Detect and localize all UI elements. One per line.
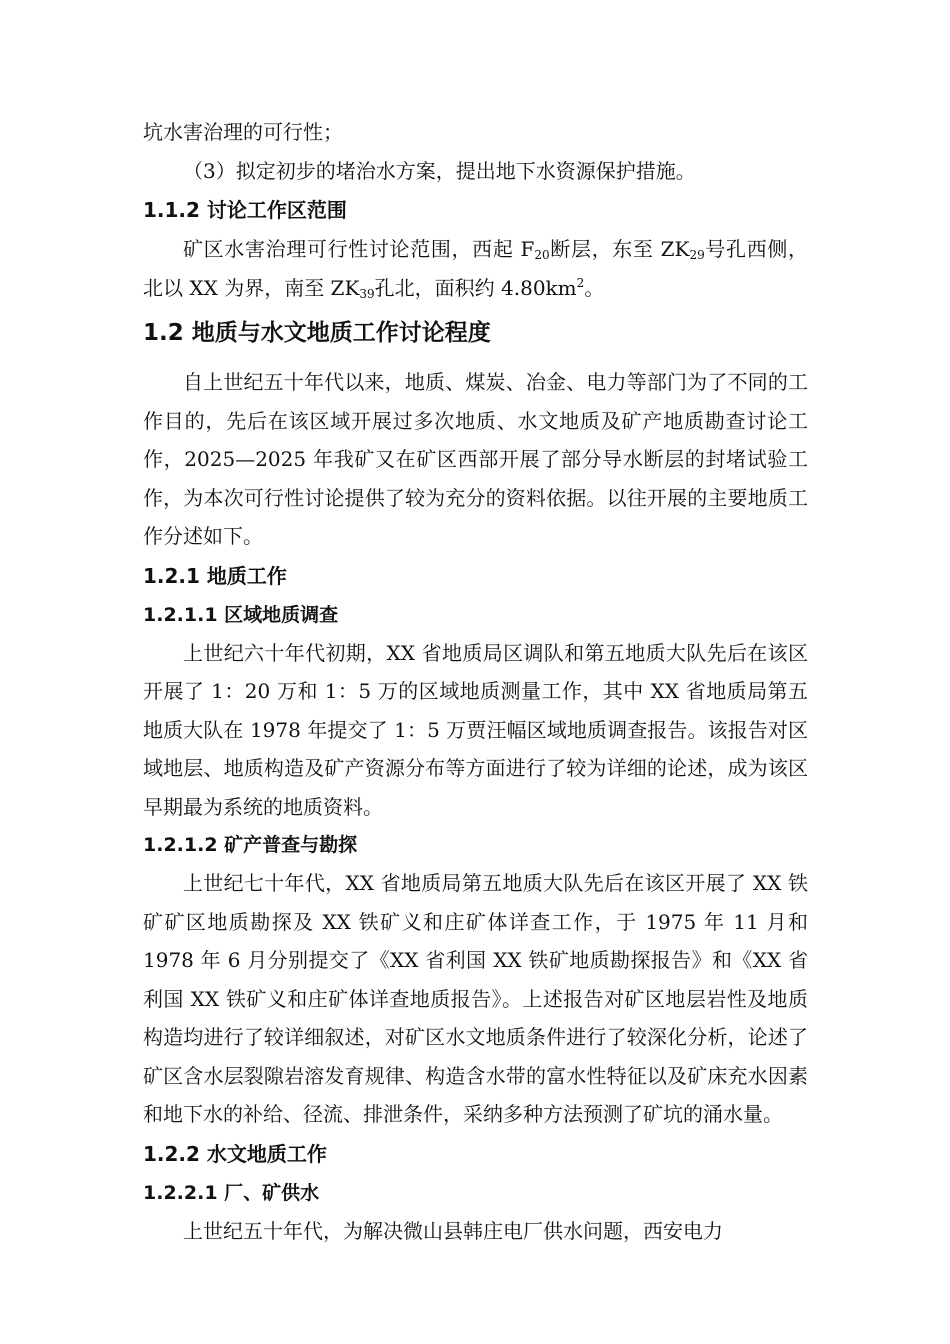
heading-1-2-1-2: 1.2.1.2 矿产普查与勘探	[143, 834, 358, 856]
paragraph-mineral-survey: 上世纪七十年代，XX 省地质局第五地质大队先后在该区开展了 XX 铁矿矿区地质勘探及 XX 铁矿义和庄矿体详查工作，于 1975 年 11 月和 1978 年 6 月分别提交了《XX 省利国 XX 铁矿地质勘探报告》和《XX 省利国 XX 铁矿义和庄矿体详查地质报告》。上述报告对矿区地层岩性及地质构造均进行了较详细叙述，对矿区水文地质条件进行了较深化分析，论述了矿区含水层裂隙岩溶发育规律、构造含水带的富水性特征以及矿床充水因素和地下水的补给、径流、排泄条件，采纳多种方法预测了矿坑的涌水量。	[143, 871, 808, 1126]
range-text-b: 断层，东至 ZK	[549, 237, 690, 261]
paragraph-water-supply: 上世纪五十年代，为解决微山县韩庄电厂供水问题，西安电力	[183, 1218, 723, 1243]
range-text-d: 孔北，面积约 4.80km	[374, 275, 577, 300]
range-text-e: 。	[584, 275, 605, 300]
heading-1-1-2: 1.1.2 讨论工作区范围	[143, 198, 347, 222]
range-sub-zk29: 29	[689, 248, 705, 262]
heading-1-2-1-1: 1.2.1.1 区域地质调查	[143, 603, 339, 626]
heading-1-2-1: 1.2.1 地质工作	[143, 563, 287, 588]
paragraph-intro-tail: 坑水害治理的可行性；	[143, 120, 343, 144]
heading-1-2-2: 1.2.2 水文地质工作	[143, 1141, 327, 1166]
paragraph-history: 自上世纪五十年代以来，地质、煤炭、冶金、电力等部门为了不同的工作目的，先后在该区域开展过多次地质、水文地质及矿产地质勘查讨论工作，2025—2025 年我矿又在矿区西部开展了部分导水断层的封堵试验工作，为本次可行性讨论提供了较为充分的资料依据。以往开展的主要地质工作分述如下。	[143, 370, 808, 548]
range-sub-f: 20	[534, 248, 550, 262]
range-sup-km2: 2	[576, 275, 585, 290]
range-text-a: 矿区水害治理可行性讨论范围，西起 F	[183, 237, 535, 261]
range-sub-zk39: 39	[359, 286, 375, 301]
document-page	[143, 113, 808, 1250]
range-text-c: 号孔西侧，北以 XX 为界，南至 ZK	[143, 237, 809, 300]
heading-1-2: 1.2 地质与水文地质工作讨论程度	[143, 320, 491, 346]
paragraph-range	[143, 230, 808, 307]
paragraph-item-3: （3）拟定初步的堵治水方案，提出地下水资源保护措施。	[183, 158, 696, 183]
paragraph-regional-survey: 上世纪六十年代初期，XX 省地质局区调队和第五地质大队先后在该区开展了 1：20 万和 1：5 万的区域地质测量工作，其中 XX 省地质局第五地质大队在 1978 年提交了 1：5 万贾汪幅区域地质调查报告。该报告对区域地层、地质构造及矿产资源分布等方面进行了较为详细的论述，成为该区早期最为系统的地质资料。	[143, 640, 808, 819]
heading-1-2-2-1: 1.2.2.1 厂、矿供水	[143, 1181, 320, 1204]
